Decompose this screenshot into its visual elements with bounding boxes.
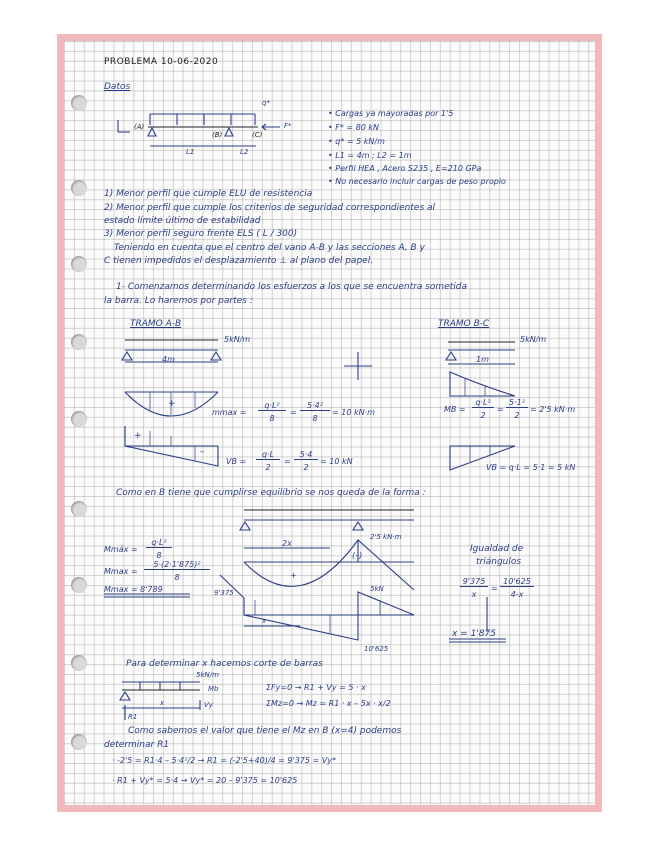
question-text: 2) Menor perfil que cumple los criterios de seguridad correspondientes al xyxy=(104,203,436,213)
data-item: • No necesario incluir cargas de peso propio xyxy=(328,177,506,186)
fraction-num: q·L² xyxy=(258,402,286,411)
cut-r1: R1 xyxy=(128,713,138,721)
fraction-num: 5·(2·1'875)² xyxy=(144,561,210,570)
fraction-den: 2 xyxy=(480,411,486,420)
tramo-bc-load: 5kN/m xyxy=(520,335,547,344)
triangulos-title: Igualdad de xyxy=(470,544,524,554)
equation: ΣFy=0 → R1 + Vy = 5 · x xyxy=(266,683,366,692)
plus-sign: + xyxy=(168,399,176,409)
triangulos-title: triángulos xyxy=(476,557,522,567)
q-label: q* xyxy=(262,99,270,107)
plus-sign: + xyxy=(134,431,142,441)
fraction-num: 5·4 xyxy=(294,451,318,460)
fraction-num: q·L² xyxy=(472,399,494,408)
fraction-num: q·L² xyxy=(146,539,172,548)
data-item: • L1 = 4m ; L2 = 1m xyxy=(328,151,412,160)
fraction-num: q·L xyxy=(256,451,280,460)
tramo-ab-span: 4m xyxy=(162,355,175,364)
question-text: estado límite último de estabilidad xyxy=(104,216,261,226)
support-c-label: (C) xyxy=(252,131,263,139)
data-item: • q* = 5 kN/m xyxy=(328,137,385,146)
plus-sign: + xyxy=(290,571,297,580)
datos-heading: Datos xyxy=(104,82,131,92)
fraction-den: 8 xyxy=(156,551,162,560)
x-result: x = 1'875 xyxy=(452,629,496,639)
fraction-num: 9'375 xyxy=(460,578,488,587)
data-item: • Cargas ya mayoradas por 1'5 xyxy=(328,109,454,118)
tramo-bc-title: TRAMO B-C xyxy=(438,319,490,329)
section-cut-text: Para determinar x hacemos corte de barras xyxy=(126,659,323,669)
cut-mb: Mb xyxy=(208,685,219,693)
vb-label: VB = xyxy=(226,457,247,466)
l1-label: L1 xyxy=(186,148,195,156)
mb-value: 2'5 kN·m xyxy=(370,533,402,541)
mmax-result: = 10 kN·m xyxy=(332,408,375,417)
shear-right: 5kN xyxy=(370,585,384,593)
tramo-bc-vb: VB = q·L = 5·1 = 5 kN xyxy=(486,463,576,472)
fraction-num: 5·1² xyxy=(506,399,528,408)
intro-text: la barra. Lo haremos por partes : xyxy=(104,296,253,306)
combined-beam xyxy=(220,510,414,640)
fraction-den: 2 xyxy=(265,463,271,472)
fraction-den: x xyxy=(471,590,477,599)
page-title: PROBLEMA 10-06-2020 xyxy=(104,57,219,67)
fraction-num: 10'625 xyxy=(500,578,534,587)
equation: · -2'5 = R1·4 – 5·4²/2 → R1 = (-2'5+40)/4 = 9'375 = Vy* xyxy=(112,756,336,765)
mmax-result: Mmax = 8'789 xyxy=(104,585,163,594)
question-text: C tienen impedidos el desplazamiento ⊥ al plano del papel. xyxy=(104,256,374,266)
cut-x: x xyxy=(160,699,165,707)
tramo-ab-title: TRAMO A-B xyxy=(130,319,182,329)
f-label: F* xyxy=(284,122,292,130)
shear-left: 9'375 xyxy=(214,589,234,597)
equation: ΣMz=0 → Mz = R1 · x – 5x · x/2 xyxy=(266,699,391,708)
x-label: x xyxy=(262,617,267,625)
fraction-den: 8 xyxy=(312,414,318,423)
mmax-label: Mmax = xyxy=(104,567,138,576)
mmax-label: mmax = xyxy=(212,408,247,417)
minus-sign: (–) xyxy=(352,551,363,560)
support-a-label: (A) xyxy=(134,123,145,131)
fraction-num: 5·4² xyxy=(300,402,330,411)
final-text: determinar R1 xyxy=(104,740,170,750)
equation: · R1 + Vy* = 5·4 → Vy* = 20 – 9'375 = 10'625 xyxy=(112,776,298,785)
fraction-den: 4-x xyxy=(510,590,524,599)
question-text: 1) Menor perfil que cumple ELU de resistencia xyxy=(104,189,313,199)
question-text: 3) Menor perfil seguro frente ELS ( L / 300) xyxy=(104,229,298,239)
data-item: • Perfil HEA , Acero S235 , E=210 GPa xyxy=(328,164,482,173)
final-text: Como sabemos el valor que tiene el Mz en B (x=4) podemos xyxy=(128,726,402,736)
tramo-ab-load: 5kN/m xyxy=(224,335,251,344)
equilibrium-text: Como en B tiene que cumplirse equilibrio se nos queda de la forma : xyxy=(116,488,426,498)
tramo-bc-span: 1m xyxy=(476,355,489,364)
fraction-den: 2 xyxy=(514,411,520,420)
mmax-label: Mmáx = xyxy=(104,545,138,554)
mb-label: MB = xyxy=(444,405,466,414)
l2-label: L2 xyxy=(240,148,249,156)
mb-result: = 2'5 kN·m xyxy=(530,405,576,414)
support-b-label: (B) xyxy=(212,131,223,139)
dim-2x: 2x xyxy=(282,539,292,548)
fraction-den: 2 xyxy=(303,463,309,472)
intro-text: 1- Comenzamos determinando los esfuerzos a los que se encuentra sometida xyxy=(116,282,467,292)
question-text: Teniendo en cuenta que el centro del vano A-B y las secciones A, B y xyxy=(114,243,425,253)
cut-vy: Vy xyxy=(204,701,213,709)
fraction-den: 8 xyxy=(174,573,180,582)
vb-result: = 10 kN xyxy=(320,457,353,466)
shear-bottom: 10'625 xyxy=(364,645,389,653)
cut-load: 5kN/m xyxy=(196,671,219,679)
minus-sign: – xyxy=(200,447,205,457)
fraction-den: 8 xyxy=(269,414,275,423)
data-item: • F* = 80 kN xyxy=(328,123,379,132)
